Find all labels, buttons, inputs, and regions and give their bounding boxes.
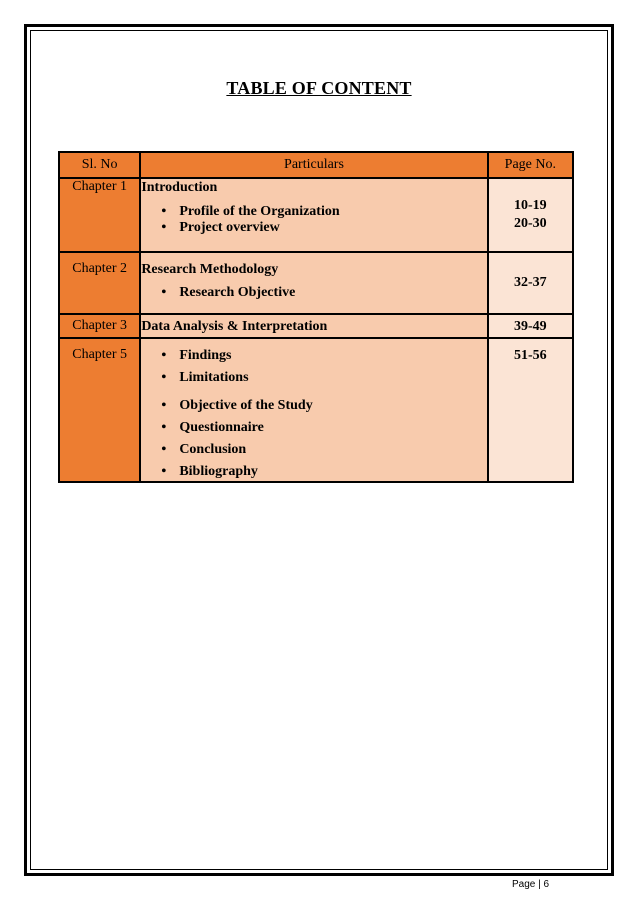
- particulars-cell: [140, 252, 487, 314]
- section-items: [141, 204, 486, 236]
- list-item: • Research Objective: [161, 285, 296, 300]
- particulars-cell: [140, 338, 487, 482]
- particulars-cell: [140, 178, 487, 252]
- toc-row-chapter-1: [59, 178, 573, 252]
- list-item: • Bibliography: [161, 464, 258, 479]
- bullet-icon: •: [161, 442, 167, 457]
- chapter-cell: Chapter 5: [59, 338, 140, 482]
- header-sl-no: Sl. No: [59, 152, 140, 178]
- section-heading: Data Analysis & Interpretation: [141, 319, 328, 334]
- bullet-icon: •: [161, 464, 167, 479]
- page-number-cell: [488, 338, 573, 482]
- bullet-icon: •: [161, 370, 167, 385]
- bullet-icon: •: [161, 420, 167, 435]
- section-items: [141, 285, 486, 301]
- page-number-footer: Page | 6: [512, 879, 550, 890]
- toc-table: [58, 151, 574, 483]
- bullet-icon: •: [161, 285, 167, 300]
- page-number-cell: [488, 252, 573, 314]
- header-page-no: Page No.: [488, 152, 573, 178]
- page-title: TABLE OF CONTENT: [226, 78, 412, 98]
- section-items: [141, 348, 486, 480]
- list-item: • Findings: [161, 348, 232, 363]
- section-heading: Introduction: [141, 180, 218, 195]
- toc-header-row: [59, 152, 573, 178]
- chapter-cell: Chapter 2: [59, 252, 140, 314]
- list-item: • Project overview: [161, 220, 280, 235]
- page-range: 32-37: [513, 275, 547, 290]
- page-range: 10-19: [513, 198, 547, 213]
- page-range: 39-49: [513, 319, 547, 334]
- list-item: • Objective of the Study: [161, 398, 313, 413]
- chapter-cell: Chapter 3: [59, 314, 140, 338]
- list-item: • Questionnaire: [161, 420, 264, 435]
- chapter-cell: Chapter 1: [59, 178, 140, 252]
- page-range: 20-30: [513, 216, 547, 231]
- bullet-icon: •: [161, 204, 167, 219]
- page-range: 51-56: [513, 348, 547, 363]
- list-item: • Profile of the Organization: [161, 204, 340, 219]
- particulars-cell: [140, 314, 487, 338]
- page-number-cell: [488, 178, 573, 252]
- bullet-icon: •: [161, 398, 167, 413]
- list-item: • Conclusion: [161, 442, 247, 457]
- list-item: • Limitations: [161, 370, 249, 385]
- toc-row-chapter-5: [59, 338, 573, 482]
- toc-row-chapter-3: [59, 314, 573, 338]
- bullet-icon: •: [161, 348, 167, 363]
- header-particulars: Particulars: [140, 152, 487, 178]
- toc-row-chapter-2: [59, 252, 573, 314]
- page-number-cell: [488, 314, 573, 338]
- section-heading: Research Methodology: [141, 262, 279, 277]
- bullet-icon: •: [161, 220, 167, 235]
